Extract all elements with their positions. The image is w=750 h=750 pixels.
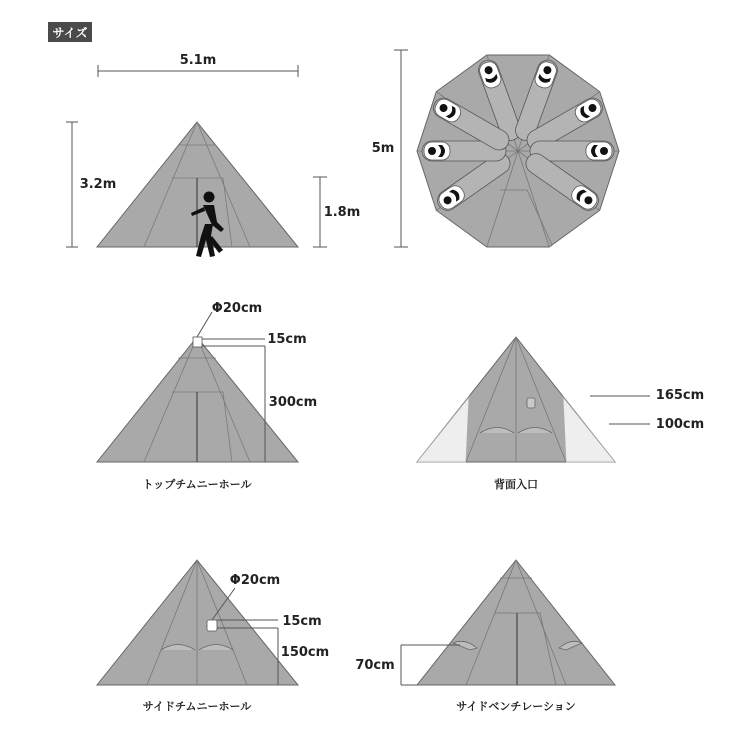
tent-body — [417, 560, 615, 685]
width-label: 5.1m — [179, 53, 217, 68]
rear-upper-label: 165cm — [655, 388, 705, 403]
side-chimney-offset-label: 15cm — [282, 614, 322, 629]
top-chimney-diameter-label: Φ20cm — [211, 301, 263, 316]
rear-lower-label: 100cm — [655, 417, 705, 432]
side-chimney-diameter-label: Φ20cm — [229, 573, 281, 588]
top-chimney-view — [97, 301, 317, 491]
height-label: 3.2m — [79, 177, 117, 192]
person-height-label: 1.8m — [323, 205, 361, 220]
side-vent-view — [355, 560, 615, 713]
front-view — [66, 53, 360, 257]
size-badge: サイズ — [48, 22, 92, 42]
side-chimney-view — [97, 560, 329, 713]
diameter-label: 5m — [371, 141, 395, 156]
rear-entrance-caption: 背面入口 — [494, 478, 538, 491]
left-door-panel — [417, 397, 469, 462]
side-vent-caption: サイドベンチレーション — [456, 700, 576, 713]
top-chimney-height-label: 300cm — [268, 395, 318, 410]
right-door-panel — [563, 397, 615, 462]
chimney-hole — [193, 337, 202, 347]
top-chimney-offset-label: 15cm — [267, 332, 307, 347]
side-chimney-caption: サイドチムニーホール — [142, 700, 252, 713]
top-view — [372, 50, 619, 247]
side-chimney-height-label: 150cm — [280, 645, 330, 660]
side-vent-height-label: 70cm — [355, 658, 395, 673]
side-chimney-hole — [207, 620, 217, 631]
rear-entrance-view — [417, 337, 704, 491]
top-chimney-caption: トップチムニーホール — [142, 478, 252, 491]
rear-chimney-hole — [527, 398, 535, 408]
